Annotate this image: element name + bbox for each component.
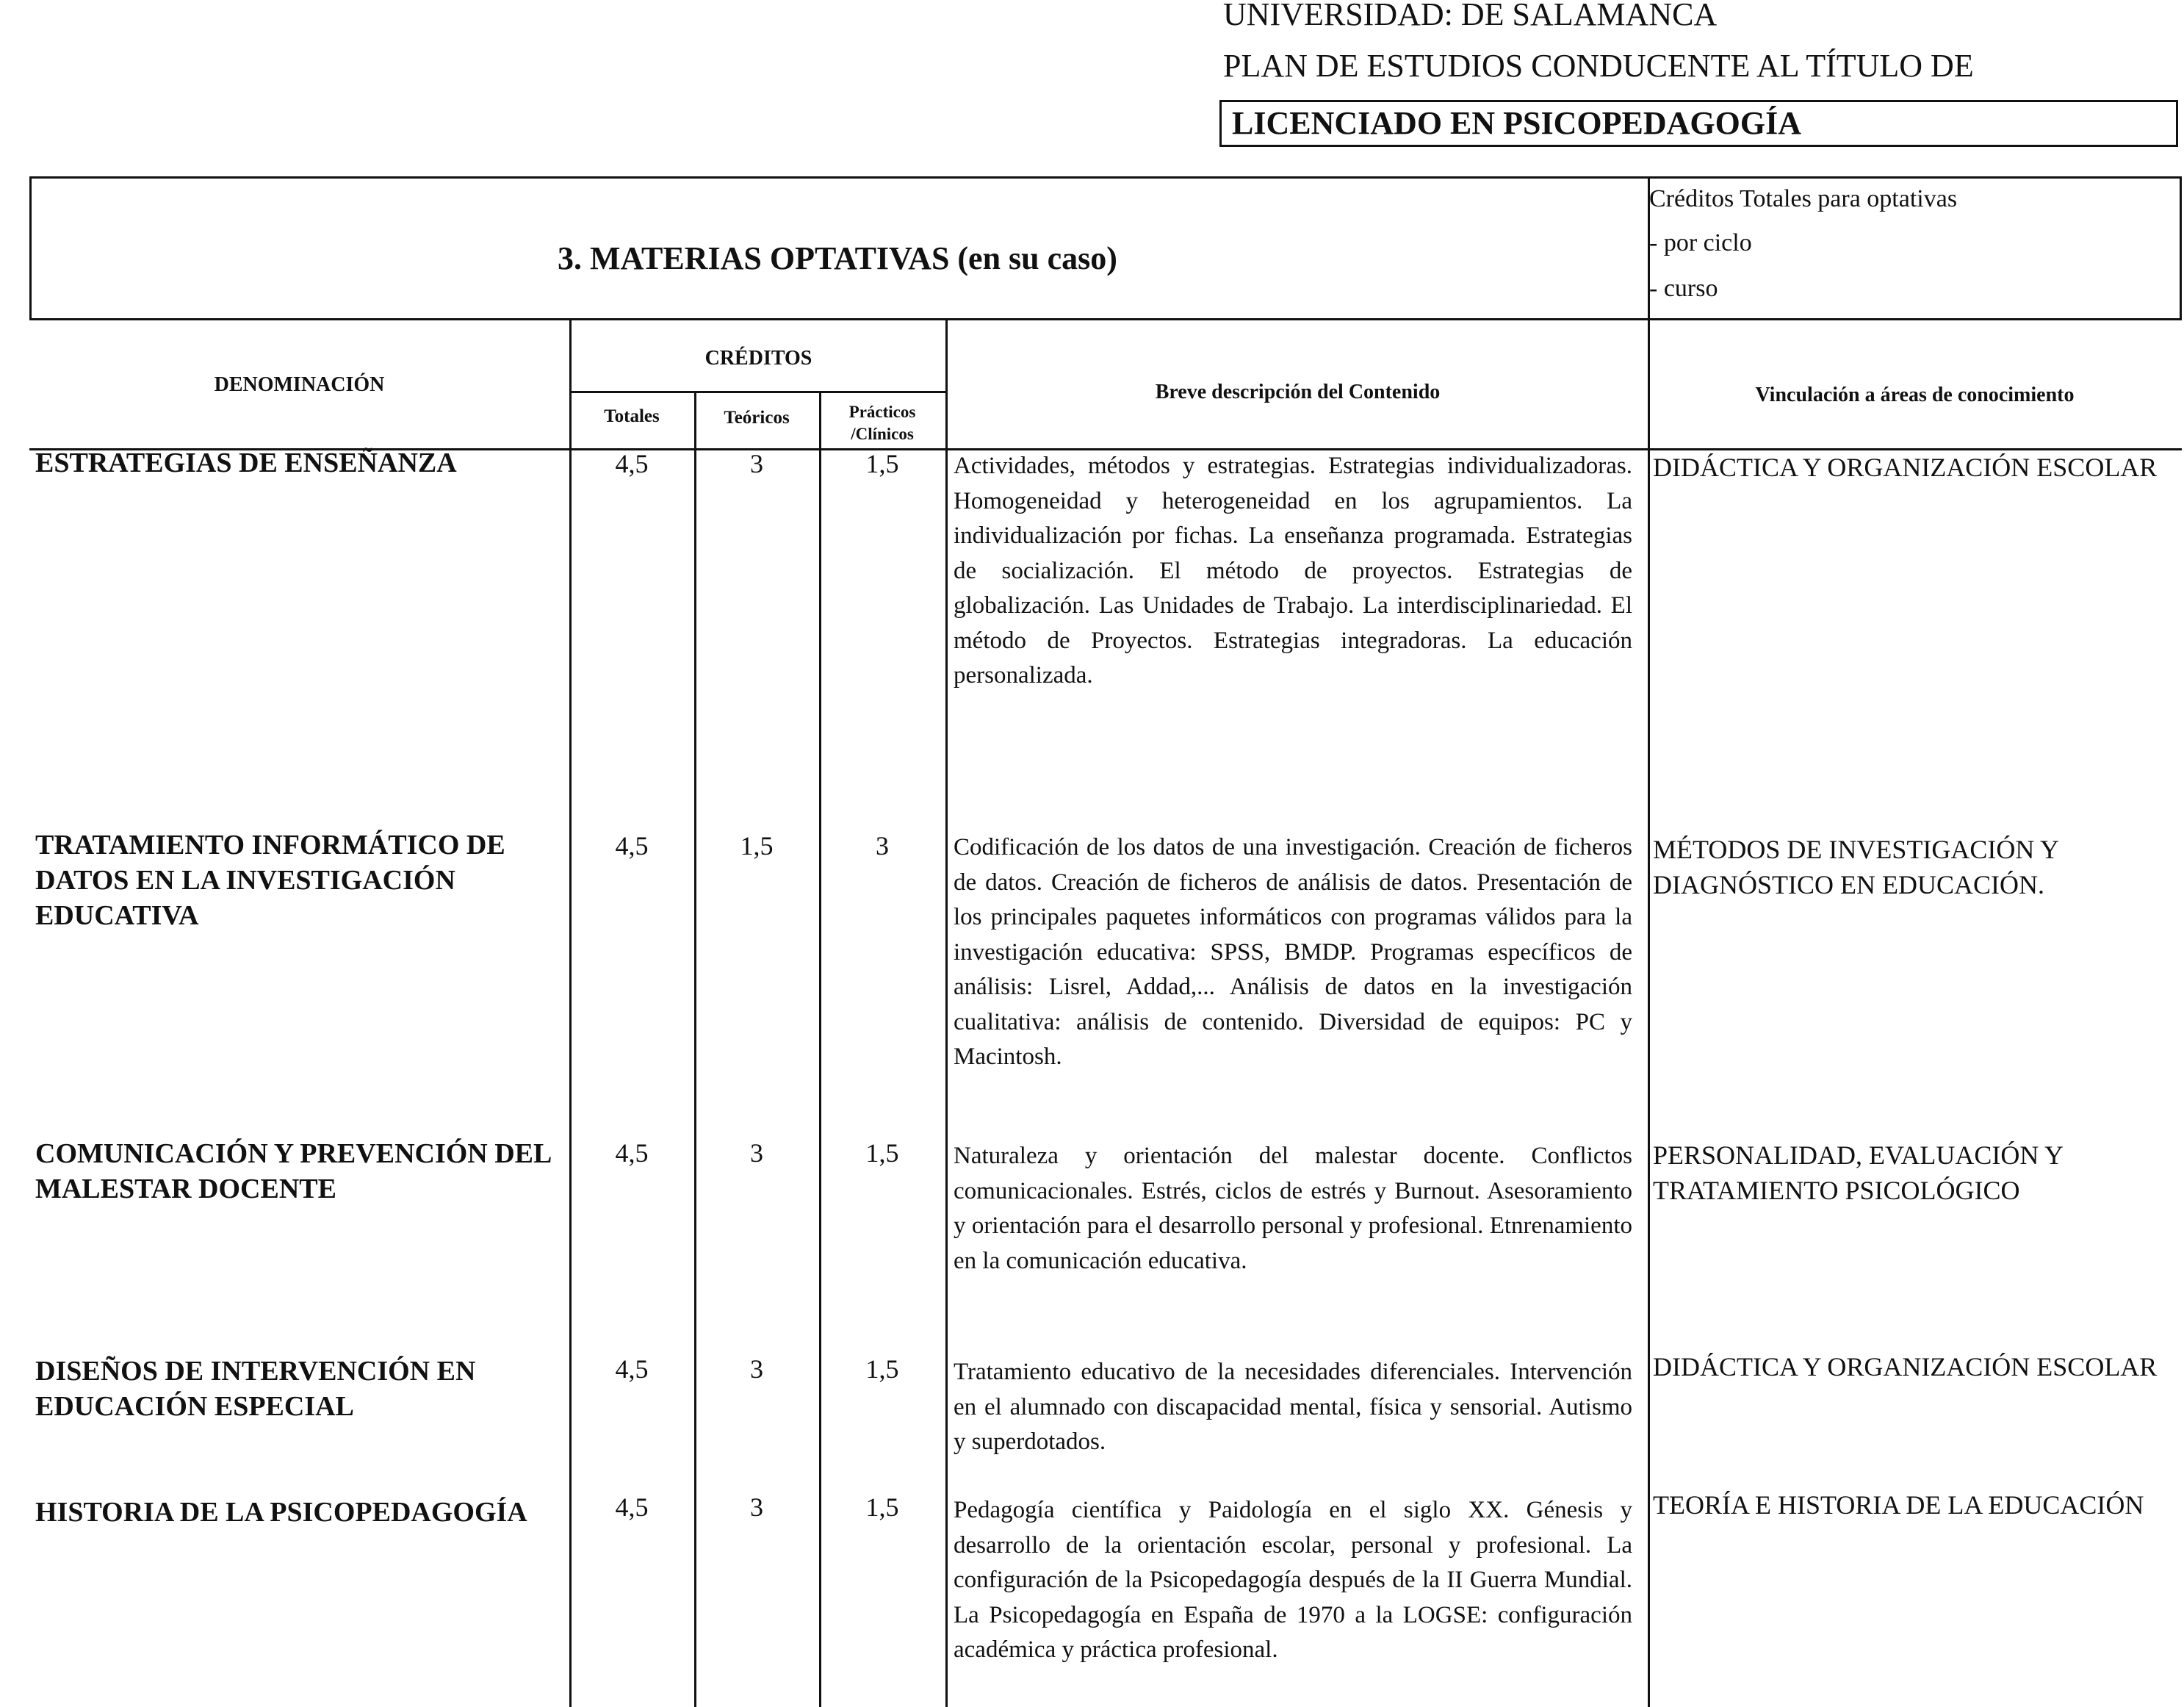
credits-totales: 4,5 [615,1138,649,1168]
subject-description: Naturaleza y orientación del malestar docente. Conflictos comunicacionales. Estrés, ciclos de estrés y Burnout. Asesoramiento y orientación para el desarrollo personal y profesional. Etnrenamiento en la comunicación educativa. [954,1143,1632,1274]
practicos-label: Prácticos [848,403,916,421]
section-title: 3. MATERIAS OPTATIVAS (en su caso) [558,240,1117,276]
credits-teoricos: 3 [750,1492,763,1522]
credits-teoricos: 3 [750,1354,763,1384]
credits-teoricos: 1,5 [740,831,774,860]
subject-name: HISTORIA DE LA PSICOPEDAGOGÍA [35,1497,527,1528]
credits-totales: 4,5 [615,1492,649,1522]
column-header-name: DENOMINACIÓN [214,373,385,396]
subject-name: DISEÑOS DE INTERVENCIÓN EN EDUCACIÓN ESPECIAL [35,1356,476,1422]
credits-practicos: 1,5 [865,1138,899,1168]
subject-description: Pedagogía científica y Paidología en el siglo XX. Génesis y desarrollo de la orientación escolar, personal y profesional. La configuración de la Psicopedagogía después de la II Guerra Mundial. La Psicopedagogía en España de 1970 a la LOGSE: configuración académica y práctica profesional. [954,1497,1632,1663]
credits-totales: 4,5 [615,831,649,860]
credits-practicos: 3 [876,831,889,860]
subject-description: Codificación de los datos de una investigación. Creación de ficheros de datos. Creación de ficheros de análisis de datos. Presentación de los principales paquetes informáticos con programas válidos para la investigación educativa: SPSS, BMDP. Programas específicos de análisis: Lisrel, Addad,... Análisis de datos en la investigación cualitativa: análisis de contenido. Diversidad de equipos: PC y Macintosh. [954,834,1632,1070]
credits-teoricos: 3 [750,1138,763,1168]
column-header-description: Breve descripción del Contenido [1155,381,1441,403]
subject-name: TRATAMIENTO INFORMÁTICO DE DATOS EN LA INVESTIGACIÓN EDUCATIVA [35,830,505,931]
credits-totales: 4,5 [615,1354,649,1384]
subject-description: Actividades, métodos y estrategias. Estrategias individualizadoras. Homogeneidad y heterogeneidad en los agrupamientos. La individualización por fichas. La enseñanza programada. Estrategias de socialización. El método de proyectos. Estrategias de globalización. Las Unidades de Trabajo. La interdisciplinariedad. El método de Proyectos. Estrategias integradoras. La educación personalizada. [954,453,1632,689]
subject-name: COMUNICACIÓN Y PREVENCIÓN DEL MALESTAR DOCENTE [35,1138,551,1204]
university-heading: UNIVERSIDAD: DE SALAMANCA [1223,0,1718,32]
subject-area: DIDÁCTICA Y ORGANIZACIÓN ESCOLAR [1653,453,2158,482]
credits-per-cycle: - por ciclo [1649,229,1752,256]
credits-practicos: 1,5 [865,1492,899,1522]
column-header-credits: CRÉDITOS [704,347,812,370]
plan-heading: PLAN DE ESTUDIOS CONDUCENTE AL TÍTULO DE [1223,48,1974,84]
subject-name: ESTRATEGIAS DE ENSEÑANZA [35,448,457,478]
column-header-totales: Totales [604,406,660,426]
credits-totales: 4,5 [615,449,649,478]
column-header-area: Vinculación a áreas de conocimiento [1755,384,2075,406]
credits-practicos: 1,5 [865,449,899,478]
subject-description: Tratamiento educativo de la necesidades diferenciales. Intervención en el alumnado con discapacidad mental, física y sensorial. Autismo y superdotados. [954,1359,1632,1455]
subject-area: DIDÁCTICA Y ORGANIZACIÓN ESCOLAR [1653,1352,2158,1381]
credits-per-course: - curso [1649,275,1718,302]
subject-area: MÉTODOS DE INVESTIGACIÓN Y DIAGNÓSTICO EN EDUCACIÓN. [1653,835,2058,899]
credits-teoricos: 3 [750,449,763,478]
subject-area: TEORÍA E HISTORIA DE LA EDUCACIÓN [1653,1490,2144,1520]
clinicos-label: /Clínicos [851,425,914,443]
credits-total-label: Créditos Totales para optativas [1649,185,1958,212]
credits-practicos: 1,5 [865,1354,899,1384]
column-header-practicos [819,401,945,445]
degree-title: LICENCIADO EN PSICOPEDAGOGÍA [1219,100,2178,147]
subject-area: PERSONALIDAD, EVALUACIÓN Y TRATAMIENTO PSICOLÓGICO [1653,1140,2063,1205]
column-header-teoricos: Teóricos [724,408,790,428]
